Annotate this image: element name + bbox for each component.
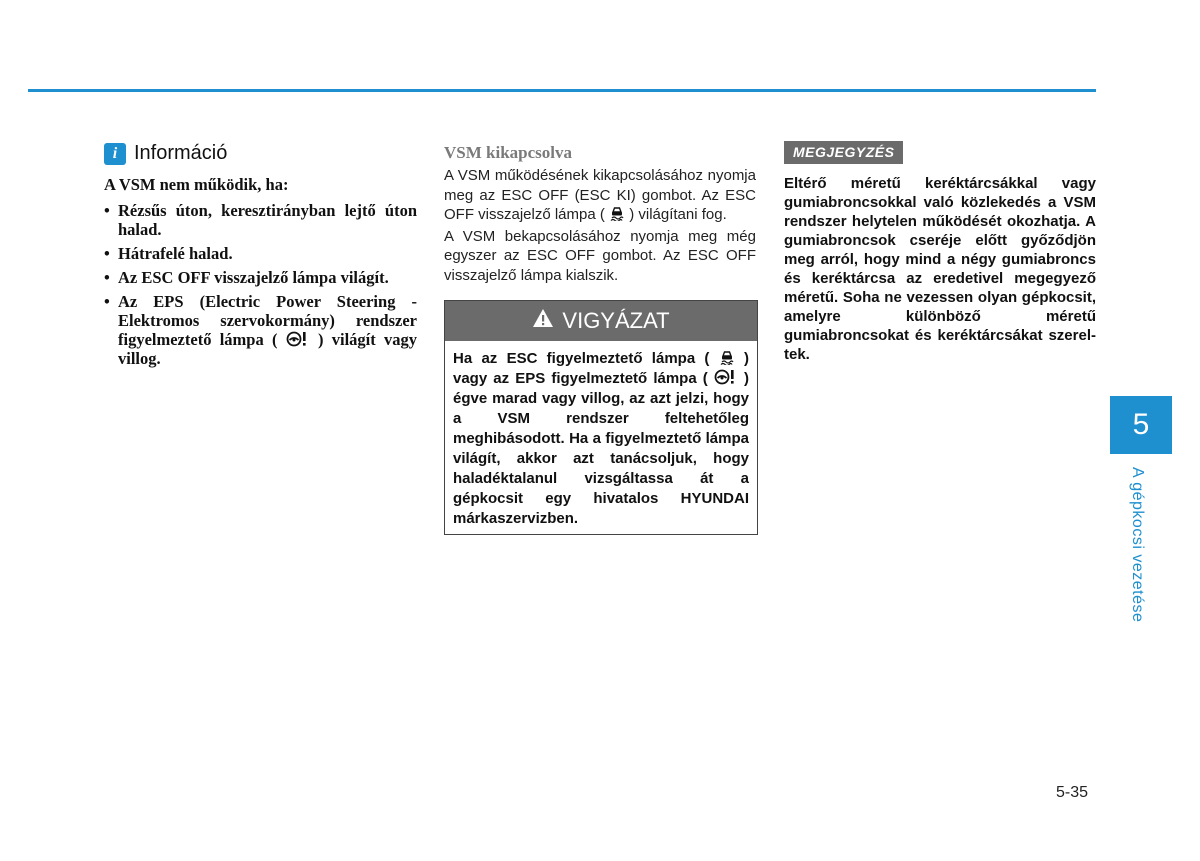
page-number: 5-35 [1056,784,1089,801]
note-text: Eltérő méretű keréktárcsákkal vagy gumiabroncsokkal való közlekedés a VSM rendszer helytelen működését okozhatja. A gumiabroncsok cseréje előtt győződjön meg arról, hogy mind a négy gumiabroncs és keréktárcsa az eredetivel megegyező méretű. Soha ne vezessen olyan gépkocsit, amelyre különböző méretű gumiabroncsokat és keréktárcsákat szereltek. [784,175,1096,363]
info-title: Információ [134,142,228,164]
eps-steering-warning-icon [714,369,738,385]
list-item: • Az ESC OFF visszajelző lámpa világít. [104,268,417,287]
list-item: • Hátrafelé halad. [104,244,417,263]
info-lead: A VSM nem működik, ha: [104,175,289,194]
warning-text-3: ) égve marad vagy villog, az azt jelzi, hogy a VSM rendszer feltehetőleg meghibásodott. Ha a figyelmeztető lámpa világít, akkor azt tanácsoljuk, hogy haladéktalanul vizsgáltassa át a gépkocsit egy hivatalos HYUNDAI márkaszervizben. [453,370,749,527]
vsm-section [444,143,756,535]
warning-triangle-icon [532,308,554,334]
info-header [104,142,417,165]
info-section [104,142,417,373]
eps-item-text-a: Az EPS (Electric Power Steering - Elektromos szervokormány) rendszer figyelmeztető lámpa ( [118,292,417,349]
esc-skid-icon [609,205,625,221]
vsm-title: VSM kikapcsolva [444,143,572,162]
eps-item-text-b: ) világít vagy villog. [118,330,417,368]
warning-text-1: Ha az ESC figyelmeztető lámpa ( [453,350,719,367]
info-icon: i [104,143,126,165]
eps-steering-warning-icon [286,331,310,347]
vsm-paragraph-1 [444,166,756,225]
esc-skid-icon [719,349,735,365]
list-item [104,292,417,368]
vsm-paragraph-2: A VSM bekapcsolásához nyomja meg még egyszer az ESC OFF gombot. Az ESC OFF visszajelző lámpa kialszik. [444,227,756,284]
list-item: • Rézsűs úton, keresztirányban lejtő úton halad. [104,201,417,239]
vsm-p1-text-b: ) világítani fog. [625,206,727,223]
warning-text-2: ) vagy az EPS figyelmeztető lámpa ( [453,350,749,387]
warning-header [445,301,757,341]
note-tag: MEGJEGYZÉS [784,141,903,164]
note-section [784,141,1096,364]
chapter-label: A gépkocsi vezetése [1129,467,1146,623]
info-list [104,201,417,368]
warning-box [444,300,758,535]
warning-body [445,341,757,534]
warning-title: VIGYÁZAT [562,308,670,333]
vsm-p1-text-a: A VSM működésének kikapcsolásához nyomja meg az ESC OFF (ESC KI) gombot. Az ESC OFF visszajelző lámpa ( [444,167,756,223]
chapter-tab: 5 [1110,396,1172,454]
top-rule [28,89,1096,92]
